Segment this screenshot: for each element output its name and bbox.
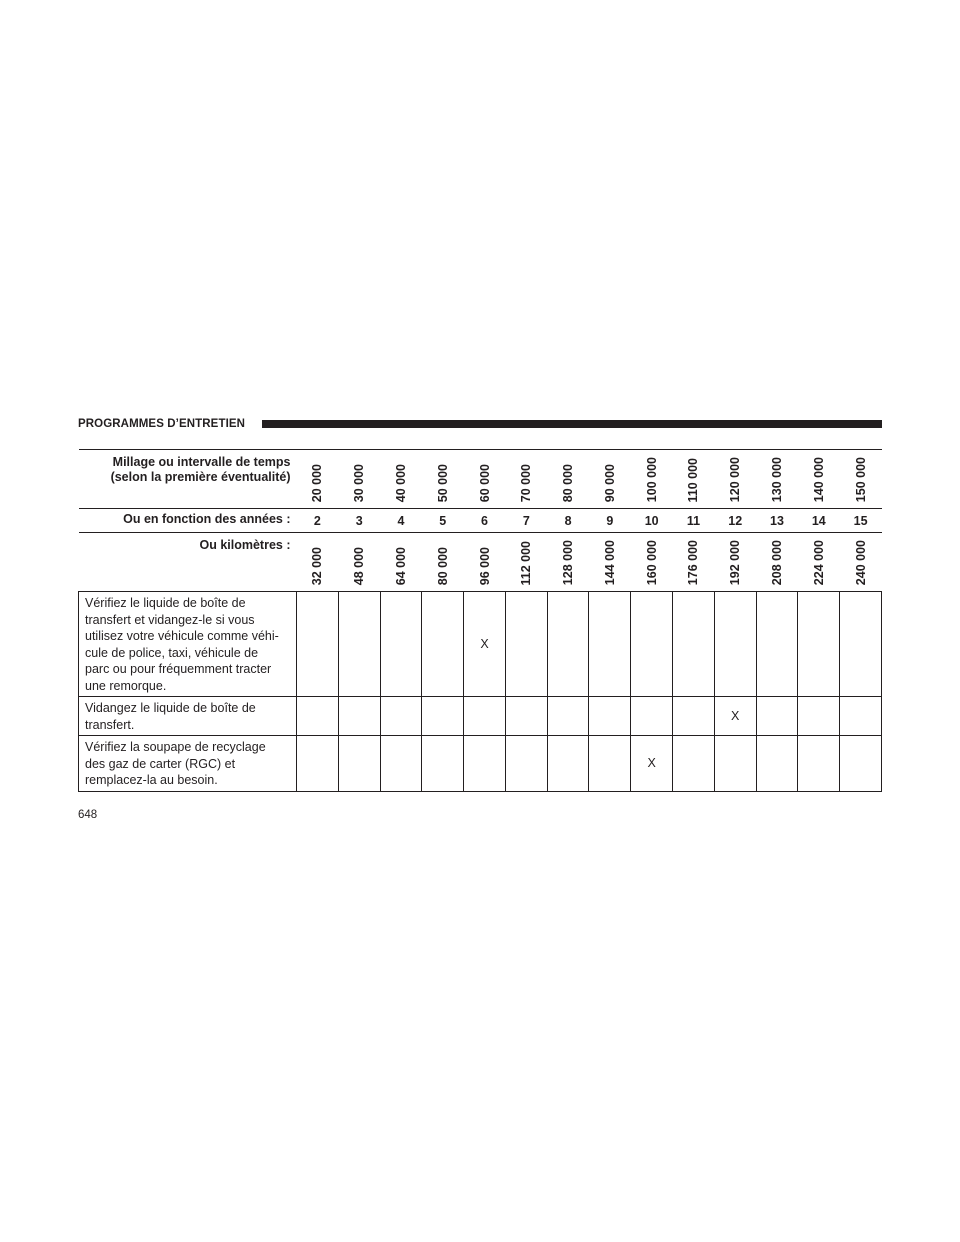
years-value: 8 — [547, 509, 589, 533]
task-description — [79, 592, 297, 697]
mileage-cell — [505, 450, 547, 509]
km-header-label: Ou kilomètres : — [79, 533, 297, 592]
km-cell — [297, 533, 339, 592]
schedule-mark — [297, 592, 339, 697]
schedule-mark — [297, 736, 339, 792]
task-row — [79, 592, 882, 697]
km-cell — [589, 533, 631, 592]
km-value: 64 000 — [393, 546, 408, 585]
task-text-line: des gaz de carter (RGC) et — [85, 756, 236, 771]
mileage-cell — [464, 450, 506, 509]
mileage-value: 150 000 — [853, 456, 868, 502]
km-value: 112 000 — [519, 540, 534, 585]
years-row — [79, 509, 882, 533]
km-value: 80 000 — [435, 546, 450, 585]
mileage-cell — [297, 450, 339, 509]
schedule-mark — [756, 697, 798, 736]
km-value: 208 000 — [769, 539, 784, 585]
mileage-value: 80 000 — [561, 463, 576, 502]
years-value: 4 — [380, 509, 422, 533]
mileage-value: 70 000 — [519, 463, 534, 502]
schedule-mark — [589, 697, 631, 736]
task-text-line: utilisez votre véhicule comme véhi- — [85, 629, 279, 643]
section-title: PROGRAMMES D’ENTRETIEN — [78, 418, 246, 430]
section-header — [78, 418, 882, 432]
km-value: 96 000 — [477, 546, 492, 585]
mileage-value: 140 000 — [811, 456, 826, 502]
mileage-cell — [714, 450, 756, 509]
km-value: 32 000 — [310, 546, 325, 585]
schedule-mark — [297, 697, 339, 736]
years-value: 15 — [840, 509, 882, 533]
schedule-mark — [422, 592, 464, 697]
schedule-mark — [547, 697, 589, 736]
schedule-mark — [505, 592, 547, 697]
mileage-cell — [798, 450, 840, 509]
schedule-mark — [673, 736, 715, 792]
mileage-value: 20 000 — [310, 463, 325, 502]
mileage-value: 50 000 — [435, 463, 450, 502]
years-value: 3 — [338, 509, 380, 533]
years-header-label: Ou en fonction des années : — [79, 509, 297, 533]
schedule-mark — [631, 697, 673, 736]
schedule-mark — [756, 592, 798, 697]
km-cell — [464, 533, 506, 592]
schedule-mark — [798, 592, 840, 697]
km-cell — [631, 533, 673, 592]
years-value: 6 — [464, 509, 506, 533]
km-cell — [714, 533, 756, 592]
task-row — [79, 736, 882, 792]
schedule-mark — [547, 592, 589, 697]
km-value: 176 000 — [686, 539, 701, 585]
years-value: 11 — [673, 509, 715, 533]
schedule-mark — [589, 592, 631, 697]
mileage-cell — [380, 450, 422, 509]
mileage-value: 40 000 — [393, 463, 408, 502]
years-value: 14 — [798, 509, 840, 533]
mileage-cell — [840, 450, 882, 509]
task-text-line: transfert et vidangez-le si vous — [85, 612, 255, 627]
schedule-mark — [464, 697, 506, 736]
schedule-mark — [673, 592, 715, 697]
km-cell — [422, 533, 464, 592]
schedule-mark: X — [714, 697, 756, 736]
task-text-line: une remorque. — [85, 678, 167, 693]
years-value: 7 — [505, 509, 547, 533]
years-value: 9 — [589, 509, 631, 533]
schedule-mark — [338, 736, 380, 792]
schedule-mark — [589, 736, 631, 792]
years-value: 5 — [422, 509, 464, 533]
km-cell — [798, 533, 840, 592]
mileage-row — [79, 450, 882, 509]
mileage-value: 60 000 — [477, 463, 492, 502]
schedule-mark — [505, 736, 547, 792]
schedule-mark — [714, 592, 756, 697]
km-value: 240 000 — [853, 539, 868, 585]
km-value: 224 000 — [811, 539, 826, 585]
schedule-mark: X — [631, 736, 673, 792]
km-cell — [338, 533, 380, 592]
km-cell — [505, 533, 547, 592]
task-text-line: Vérifiez le liquide de boîte de — [85, 596, 246, 610]
task-description — [79, 736, 297, 792]
schedule-mark — [338, 592, 380, 697]
mileage-cell — [338, 450, 380, 509]
mileage-value: 110 000 — [686, 457, 701, 502]
schedule-mark — [422, 736, 464, 792]
schedule-mark — [464, 736, 506, 792]
task-text-line: Vidangez le liquide de boîte de — [85, 701, 256, 715]
mileage-value: 90 000 — [602, 463, 617, 502]
mileage-value: 130 000 — [769, 456, 784, 502]
km-cell — [756, 533, 798, 592]
schedule-mark — [798, 697, 840, 736]
years-value: 10 — [631, 509, 673, 533]
km-value: 160 000 — [644, 539, 659, 585]
mileage-label-line1: Millage ou intervalle de temps — [112, 455, 291, 469]
mileage-cell — [589, 450, 631, 509]
years-value: 2 — [297, 509, 339, 533]
mileage-cell — [756, 450, 798, 509]
km-cell — [547, 533, 589, 592]
mileage-header-label — [79, 450, 297, 509]
mileage-value: 30 000 — [352, 463, 367, 502]
km-value: 48 000 — [352, 546, 367, 585]
km-row — [79, 533, 882, 592]
schedule-mark — [798, 736, 840, 792]
schedule-mark — [380, 592, 422, 697]
schedule-mark — [380, 697, 422, 736]
schedule-mark — [673, 697, 715, 736]
km-cell — [673, 533, 715, 592]
mileage-value: 100 000 — [644, 456, 659, 502]
schedule-mark — [840, 697, 882, 736]
km-value: 128 000 — [561, 539, 576, 585]
schedule-mark — [756, 736, 798, 792]
km-cell — [380, 533, 422, 592]
schedule-mark — [631, 592, 673, 697]
years-value: 13 — [756, 509, 798, 533]
maintenance-schedule-table — [78, 449, 882, 792]
schedule-mark — [380, 736, 422, 792]
page-number: 648 — [78, 809, 98, 821]
km-value: 192 000 — [728, 539, 743, 585]
task-description — [79, 697, 297, 736]
mileage-cell — [422, 450, 464, 509]
task-text-line: cule de police, taxi, véhicule de — [85, 645, 259, 660]
task-text-line: remplacez-la au besoin. — [85, 773, 218, 787]
task-text-line: Vérifiez la soupape de recyclage — [85, 740, 266, 754]
years-value: 12 — [714, 509, 756, 533]
km-value: 144 000 — [602, 539, 617, 585]
schedule-mark — [547, 736, 589, 792]
schedule-mark — [422, 697, 464, 736]
mileage-label-line2: (selon la première éventualité) — [110, 470, 291, 484]
schedule-mark — [338, 697, 380, 736]
schedule-mark — [840, 592, 882, 697]
km-cell — [840, 533, 882, 592]
task-text-line: parc ou pour fréquemment tracter — [85, 662, 272, 676]
task-row — [79, 697, 882, 736]
section-rule — [262, 420, 882, 428]
schedule-mark — [714, 736, 756, 792]
task-text-line: transfert. — [85, 717, 135, 732]
mileage-cell — [631, 450, 673, 509]
schedule-mark: X — [464, 592, 506, 697]
schedule-mark — [840, 736, 882, 792]
mileage-cell — [673, 450, 715, 509]
mileage-value: 120 000 — [728, 456, 743, 502]
mileage-cell — [547, 450, 589, 509]
schedule-mark — [505, 697, 547, 736]
